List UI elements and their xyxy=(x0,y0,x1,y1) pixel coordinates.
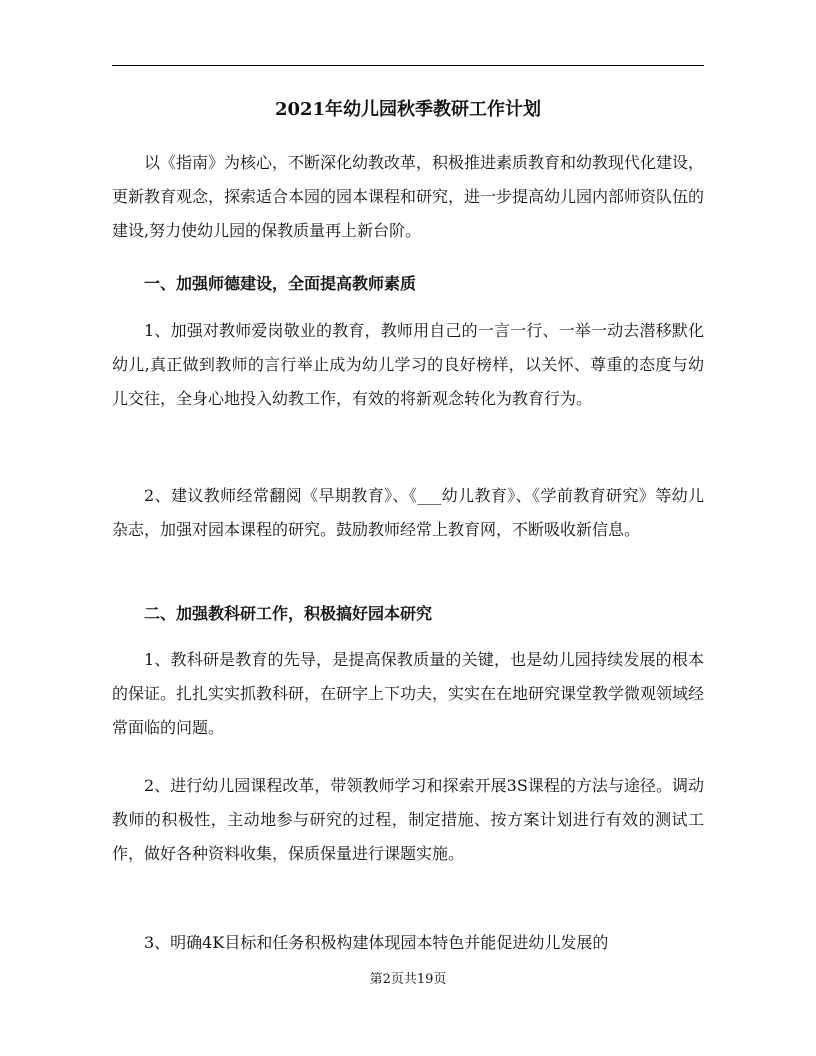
page-number-footer: 第2页共19页 xyxy=(369,972,447,987)
section-2-heading: 二、加强教科研工作，积极搞好园本研究 xyxy=(144,604,433,623)
section-2-paragraph-2: 2、进行幼儿园课程改革，带领教师学习和探索开展3S课程的方法与途径。调动教师的积极性，主动地参与研究的过程，制定措施、按方案计划进行有效的测试工作，做好各种资料收集，保质保量进行课题实施。 xyxy=(112,776,704,863)
section-2-paragraph-3: 3、明确4K目标和任务积极构建体现园本特色并能促进幼儿发展的 xyxy=(144,933,609,952)
header-rule xyxy=(112,65,704,66)
document-title: 2021年幼儿园秋季教研工作计划 xyxy=(274,99,542,120)
section-1-paragraph-1: 1、加强对教师爱岗敬业的教育，教师用自己的一言一行、一举一动去潜移默化幼儿,真正做到教师的言行举止成为幼儿学习的良好榜样，以关怀、尊重的态度与幼儿交往，全身心地投入幼教工作，有效的将新观念转化为教育行为。 xyxy=(112,321,704,408)
section-1-paragraph-2: 2、建议教师经常翻阅《早期教育》、《___幼儿教育》、《学前教育研究》等幼儿杂志，加强对园本课程的研究。鼓励教师经常上教育网，不断吸收新信息。 xyxy=(112,486,704,539)
section-2-paragraph-1: 1、教科研是教育的先导，是提高保教质量的关键，也是幼儿园持续发展的根本的保证。扎扎实实抓教科研，在研字上下功夫，实实在在地研究课堂教学微观领域经常面临的问题。 xyxy=(112,650,705,737)
intro-paragraph: 以《指南》为核心，不断深化幼教改革，积极推进素质教育和幼教现代化建设，更新教育观念，探索适合本园的园本课程和研究，进一步提高幼儿园内部师资队伍的建设,努力使幼儿园的保教质量再上新台阶。 xyxy=(112,153,705,240)
section-1-heading: 一、加强师德建设，全面提高教师素质 xyxy=(144,274,417,293)
